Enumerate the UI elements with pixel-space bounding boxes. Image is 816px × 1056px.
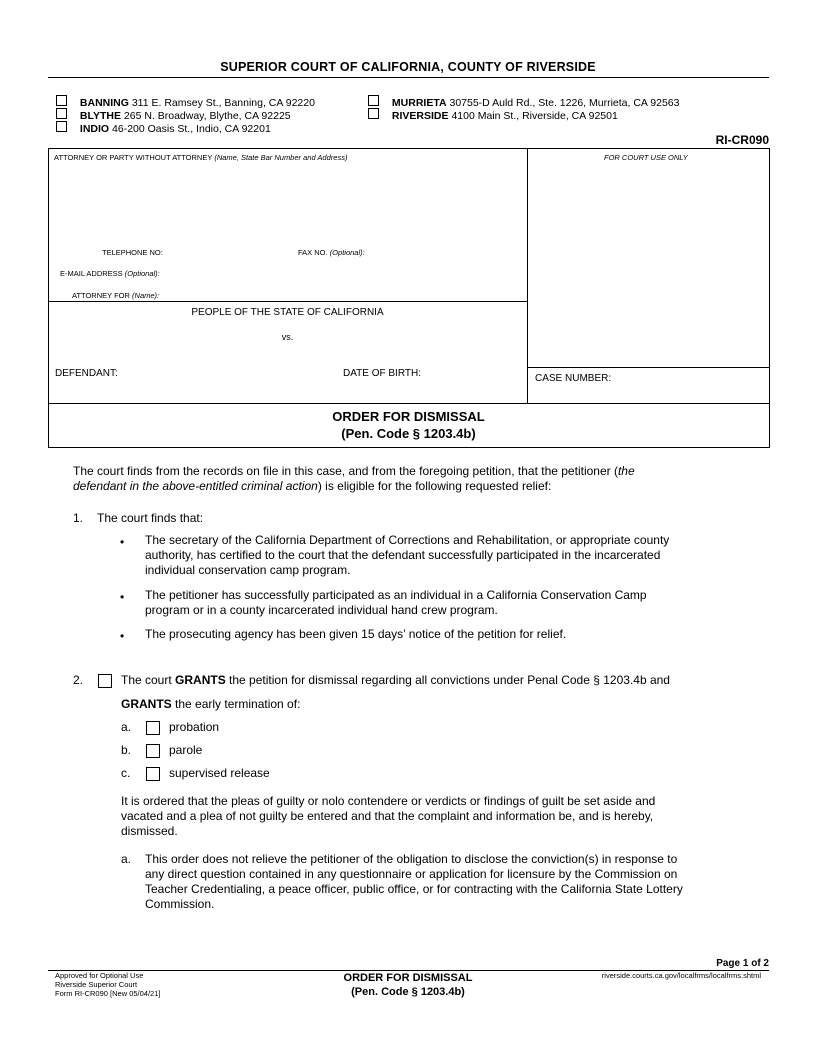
item2-line2 bbox=[121, 697, 300, 712]
telephone-label: TELEPHONE NO: bbox=[102, 248, 163, 257]
item2-text1: The court bbox=[121, 673, 176, 687]
location-name: RIVERSIDE bbox=[391, 110, 449, 122]
footer-title-line1: ORDER FOR DISMISSAL bbox=[343, 972, 473, 984]
grants-bold: GRANTS bbox=[175, 673, 226, 687]
grants-checkbox[interactable] bbox=[98, 674, 112, 688]
footer-title-line2: (Pen. Code § 1203.4b) bbox=[351, 986, 465, 998]
fax-label-text: FAX NO. bbox=[298, 248, 328, 257]
attorney-for-field[interactable] bbox=[170, 288, 520, 300]
ordered-line: dismissed. bbox=[121, 824, 178, 838]
footer-url[interactable]: riverside.courts.ca.gov/localfrms/localfrms.shtml bbox=[601, 971, 761, 980]
sub-a-line: Teacher Credentialing, a peace officer, public office, or for contracting with the California State Lottery bbox=[145, 882, 683, 896]
attorney-for-label bbox=[72, 291, 159, 300]
grants-bold: GRANTS bbox=[121, 697, 172, 711]
bullet-icon: • bbox=[120, 535, 125, 549]
probation-label: probation bbox=[169, 720, 220, 734]
ordered-line: vacated and a plea of not guilty be entered and that the complaint and information be, and is hereby, bbox=[121, 809, 654, 823]
case-number-field[interactable] bbox=[535, 387, 763, 401]
case-number-divider bbox=[527, 367, 769, 368]
email-field[interactable] bbox=[170, 266, 520, 278]
email-hint: (Optional): bbox=[124, 269, 160, 278]
email-label bbox=[60, 269, 160, 278]
intro-part1: The court finds from the records on file in this case, and from the foregoing petition, that the petitioner ( bbox=[73, 464, 618, 478]
attorney-address-field[interactable] bbox=[54, 165, 522, 243]
location-name: INDIO bbox=[79, 123, 110, 135]
attorney-hint: (Name, State Bar Number and Address) bbox=[214, 153, 348, 162]
sub-a-line: This order does not relieve the petitioner of the obligation to disclose the conviction(s) in response to bbox=[145, 852, 678, 866]
item1-number: 1. bbox=[73, 511, 84, 525]
dob-label: DATE OF BIRTH: bbox=[343, 368, 421, 379]
order-title bbox=[48, 408, 769, 442]
intro-italic2: defendant in the above-entitled criminal action bbox=[73, 479, 318, 493]
location-riverside[interactable] bbox=[368, 108, 618, 123]
bullet-line: individual conservation camp program. bbox=[145, 563, 351, 577]
blythe-checkbox[interactable] bbox=[56, 108, 67, 119]
people-label: PEOPLE OF THE STATE OF CALIFORNIA bbox=[191, 307, 384, 318]
location-name: BANNING bbox=[79, 97, 129, 109]
bullet-line: The secretary of the California Department of Corrections and Rehabilitation, or appropriate county bbox=[145, 533, 670, 547]
bullet-icon: • bbox=[120, 629, 125, 643]
option-letter: b. bbox=[121, 743, 132, 757]
attorney-label bbox=[54, 153, 347, 162]
telephone-field[interactable] bbox=[170, 245, 290, 257]
attorney-label-text: ATTORNEY OR PARTY WITHOUT ATTORNEY bbox=[54, 153, 213, 162]
probation-checkbox[interactable] bbox=[146, 721, 160, 735]
fax-hint: (Optional): bbox=[329, 248, 365, 257]
location-address: 4100 Main St., Riverside, CA 92501 bbox=[451, 110, 618, 122]
footer-form-version: [New 05/04/21] bbox=[110, 989, 161, 998]
finding-bullet-2 bbox=[145, 588, 647, 618]
location-address: 311 E. Ramsey St., Banning, CA 92220 bbox=[131, 97, 315, 109]
item2-text3: the early termination of: bbox=[171, 697, 301, 711]
case-number-label: CASE NUMBER: bbox=[535, 373, 612, 384]
bullet-line: authority, has certified to the court that the defendant successfully participated in the incarcerated bbox=[145, 548, 661, 562]
order-title-line2: (Pen. Code § 1203.4b) bbox=[341, 426, 476, 441]
caption-vertical-divider bbox=[527, 148, 528, 403]
ordered-paragraph bbox=[121, 794, 655, 839]
attorney-for-hint: (Name): bbox=[132, 291, 160, 300]
finding-bullet-1 bbox=[145, 533, 669, 578]
item2-number: 2. bbox=[73, 673, 84, 687]
fax-field[interactable] bbox=[375, 245, 520, 257]
ordered-line: It is ordered that the pleas of guilty or nolo contendere or verdicts or findings of guilt be set aside and bbox=[121, 794, 656, 808]
bullet-line: The prosecuting agency has been given 15 days’ notice of the petition for relief. bbox=[145, 627, 567, 641]
bullet-line: The petitioner has successfully participated as an individual in a California Conservation Camp bbox=[145, 588, 647, 602]
header-divider bbox=[48, 77, 769, 78]
sub-a-paragraph bbox=[145, 852, 683, 912]
item2-text2: the petition for dismissal regarding all convictions under Penal Code § 1203.4b and bbox=[225, 673, 670, 687]
indio-checkbox[interactable] bbox=[56, 121, 67, 132]
page-number: Page 1 of 2 bbox=[716, 958, 769, 969]
parole-checkbox[interactable] bbox=[146, 744, 160, 758]
order-title-line1: ORDER FOR DISMISSAL bbox=[332, 409, 485, 424]
intro-paragraph bbox=[73, 464, 753, 494]
form-id: RI-CR090 bbox=[715, 133, 769, 147]
location-address: 46-200 Oasis St., Indio, CA 92201 bbox=[112, 123, 271, 135]
location-name: MURRIETA bbox=[391, 97, 447, 109]
sub-a-letter: a. bbox=[121, 852, 132, 866]
item1-lead: The court finds that: bbox=[97, 511, 204, 525]
option-letter: a. bbox=[121, 720, 132, 734]
defendant-label: DEFENDANT: bbox=[55, 368, 118, 379]
dob-field[interactable] bbox=[432, 364, 522, 380]
parole-label: parole bbox=[169, 743, 203, 757]
defendant-field[interactable] bbox=[125, 364, 335, 380]
location-name: BLYTHE bbox=[79, 110, 121, 122]
attorney-section-divider bbox=[48, 301, 527, 302]
supervised-release-label: supervised release bbox=[169, 766, 270, 780]
murrieta-checkbox[interactable] bbox=[368, 95, 379, 106]
item2-line1 bbox=[121, 673, 670, 688]
banning-checkbox[interactable] bbox=[56, 95, 67, 106]
footer-form: Form RI-CR090 bbox=[55, 989, 108, 998]
fax-label bbox=[298, 248, 365, 257]
sub-a-line: Commission. bbox=[145, 897, 215, 911]
title-divider bbox=[48, 403, 769, 404]
option-letter: c. bbox=[121, 766, 131, 780]
bullet-line: program or in a county incarcerated individual hand crew program. bbox=[145, 603, 498, 617]
footer-approved: Approved for Optional Use bbox=[55, 971, 144, 980]
intro-part2: ) is eligible for the following requested relief: bbox=[317, 479, 552, 493]
location-address: 30755-D Auld Rd., Ste. 1226, Murrieta, CA 92563 bbox=[449, 97, 680, 109]
vs-label: vs. bbox=[281, 332, 294, 342]
supervised-release-checkbox[interactable] bbox=[146, 767, 160, 781]
court-use-label: FOR COURT USE ONLY bbox=[604, 153, 688, 162]
footer-court: Riverside Superior Court bbox=[55, 980, 138, 989]
sub-a-line: any direct question contained in any questionnaire or application for licensure by the Commission on bbox=[145, 867, 678, 881]
riverside-checkbox[interactable] bbox=[368, 108, 379, 119]
bullet-icon: • bbox=[120, 590, 125, 604]
attorney-for-text: ATTORNEY FOR bbox=[72, 291, 130, 300]
location-indio[interactable] bbox=[56, 121, 271, 136]
court-title: SUPERIOR COURT OF CALIFORNIA, COUNTY OF RIVERSIDE bbox=[220, 60, 596, 74]
location-address: 265 N. Broadway, Blythe, CA 92225 bbox=[123, 110, 291, 122]
intro-italic1: the bbox=[617, 464, 635, 478]
email-label-text: E-MAIL ADDRESS bbox=[60, 269, 123, 278]
finding-bullet-3 bbox=[145, 627, 566, 642]
